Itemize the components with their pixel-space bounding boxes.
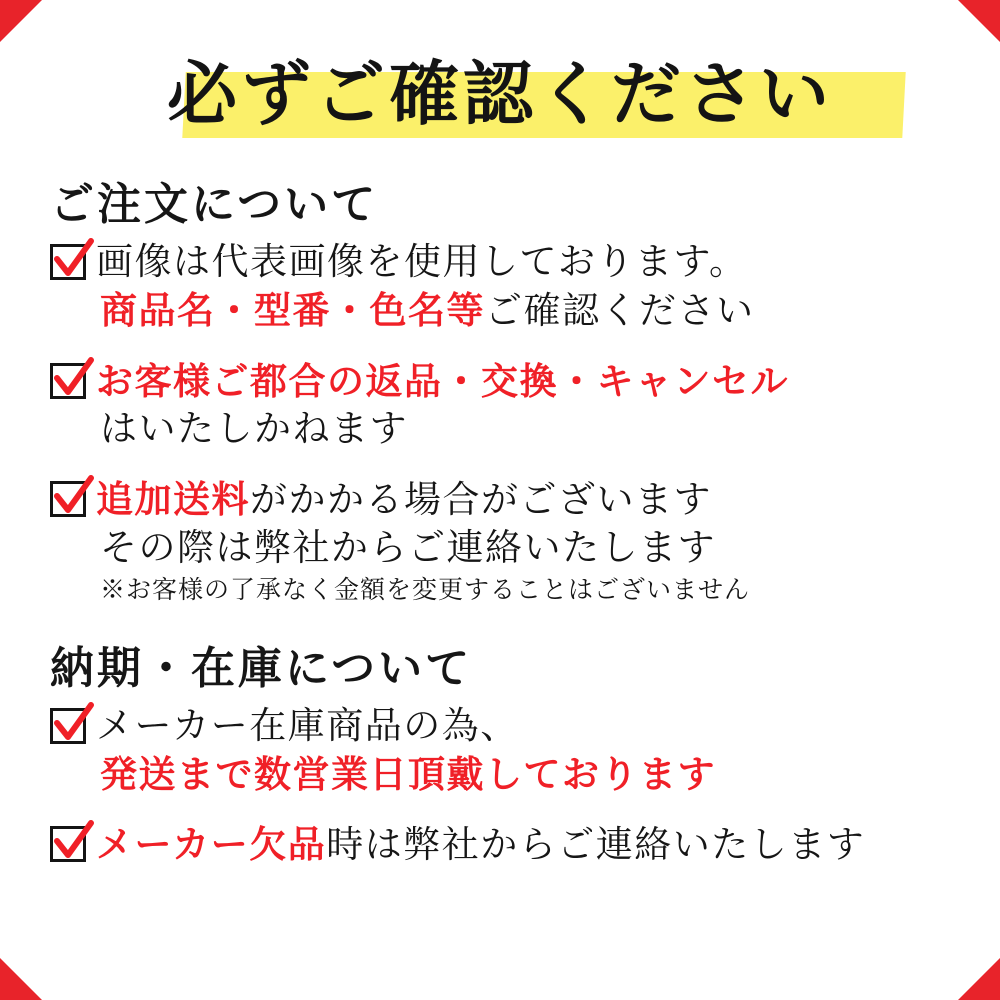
checkbox-checked-icon [50,708,86,744]
notice-line [96,475,956,524]
headline-area [44,38,956,154]
notice-line: 発送まで数営業日頂戴しております [100,752,716,796]
notice-item [50,238,956,335]
notice-item-text [96,238,956,335]
notice-item-text [96,702,956,798]
notice-item [50,820,956,869]
notice-line-rest: ご確認ください [485,289,755,332]
notice-item-text [96,475,956,608]
page-title: 必ずご確認ください [167,52,833,135]
section-title-orders: ご注文について [50,179,379,230]
notice-item-text [96,820,956,869]
notice-line: お客様ご都合の返品・交換・キャンセル [96,359,789,403]
notice-item [50,357,956,453]
notice-footnote: ※お客様の了承なく金額を変更することはございません [100,575,751,604]
checkbox-checked-icon [50,481,86,517]
checkbox-checked-icon [50,363,86,399]
notice-line [96,286,956,335]
notice-line: その際は弊社からご連絡いたします [100,526,716,569]
notice-item [50,702,956,798]
notice-line-rest: がかかる場合がございます [250,478,712,521]
notice-line-emphasis: 商品名・型番・色名等 [100,288,485,332]
notice-item [50,475,956,608]
notice-line: メーカー在庫商品の為、 [96,704,519,747]
notice-line-rest: 時は弊社からご連絡いたします [326,823,866,866]
notice-line-emphasis: 追加送料 [96,477,250,521]
notice-line: 画像は代表画像を使用しております。 [96,240,748,283]
notice-item-text [96,357,956,453]
notice-line [96,820,956,869]
checkbox-checked-icon [50,826,86,862]
checkbox-checked-icon [50,244,86,280]
section-title-delivery: 納期・在庫について [50,643,473,694]
notice-line-emphasis: メーカー欠品 [96,822,327,866]
notice-line: はいたしかねます [100,407,408,450]
